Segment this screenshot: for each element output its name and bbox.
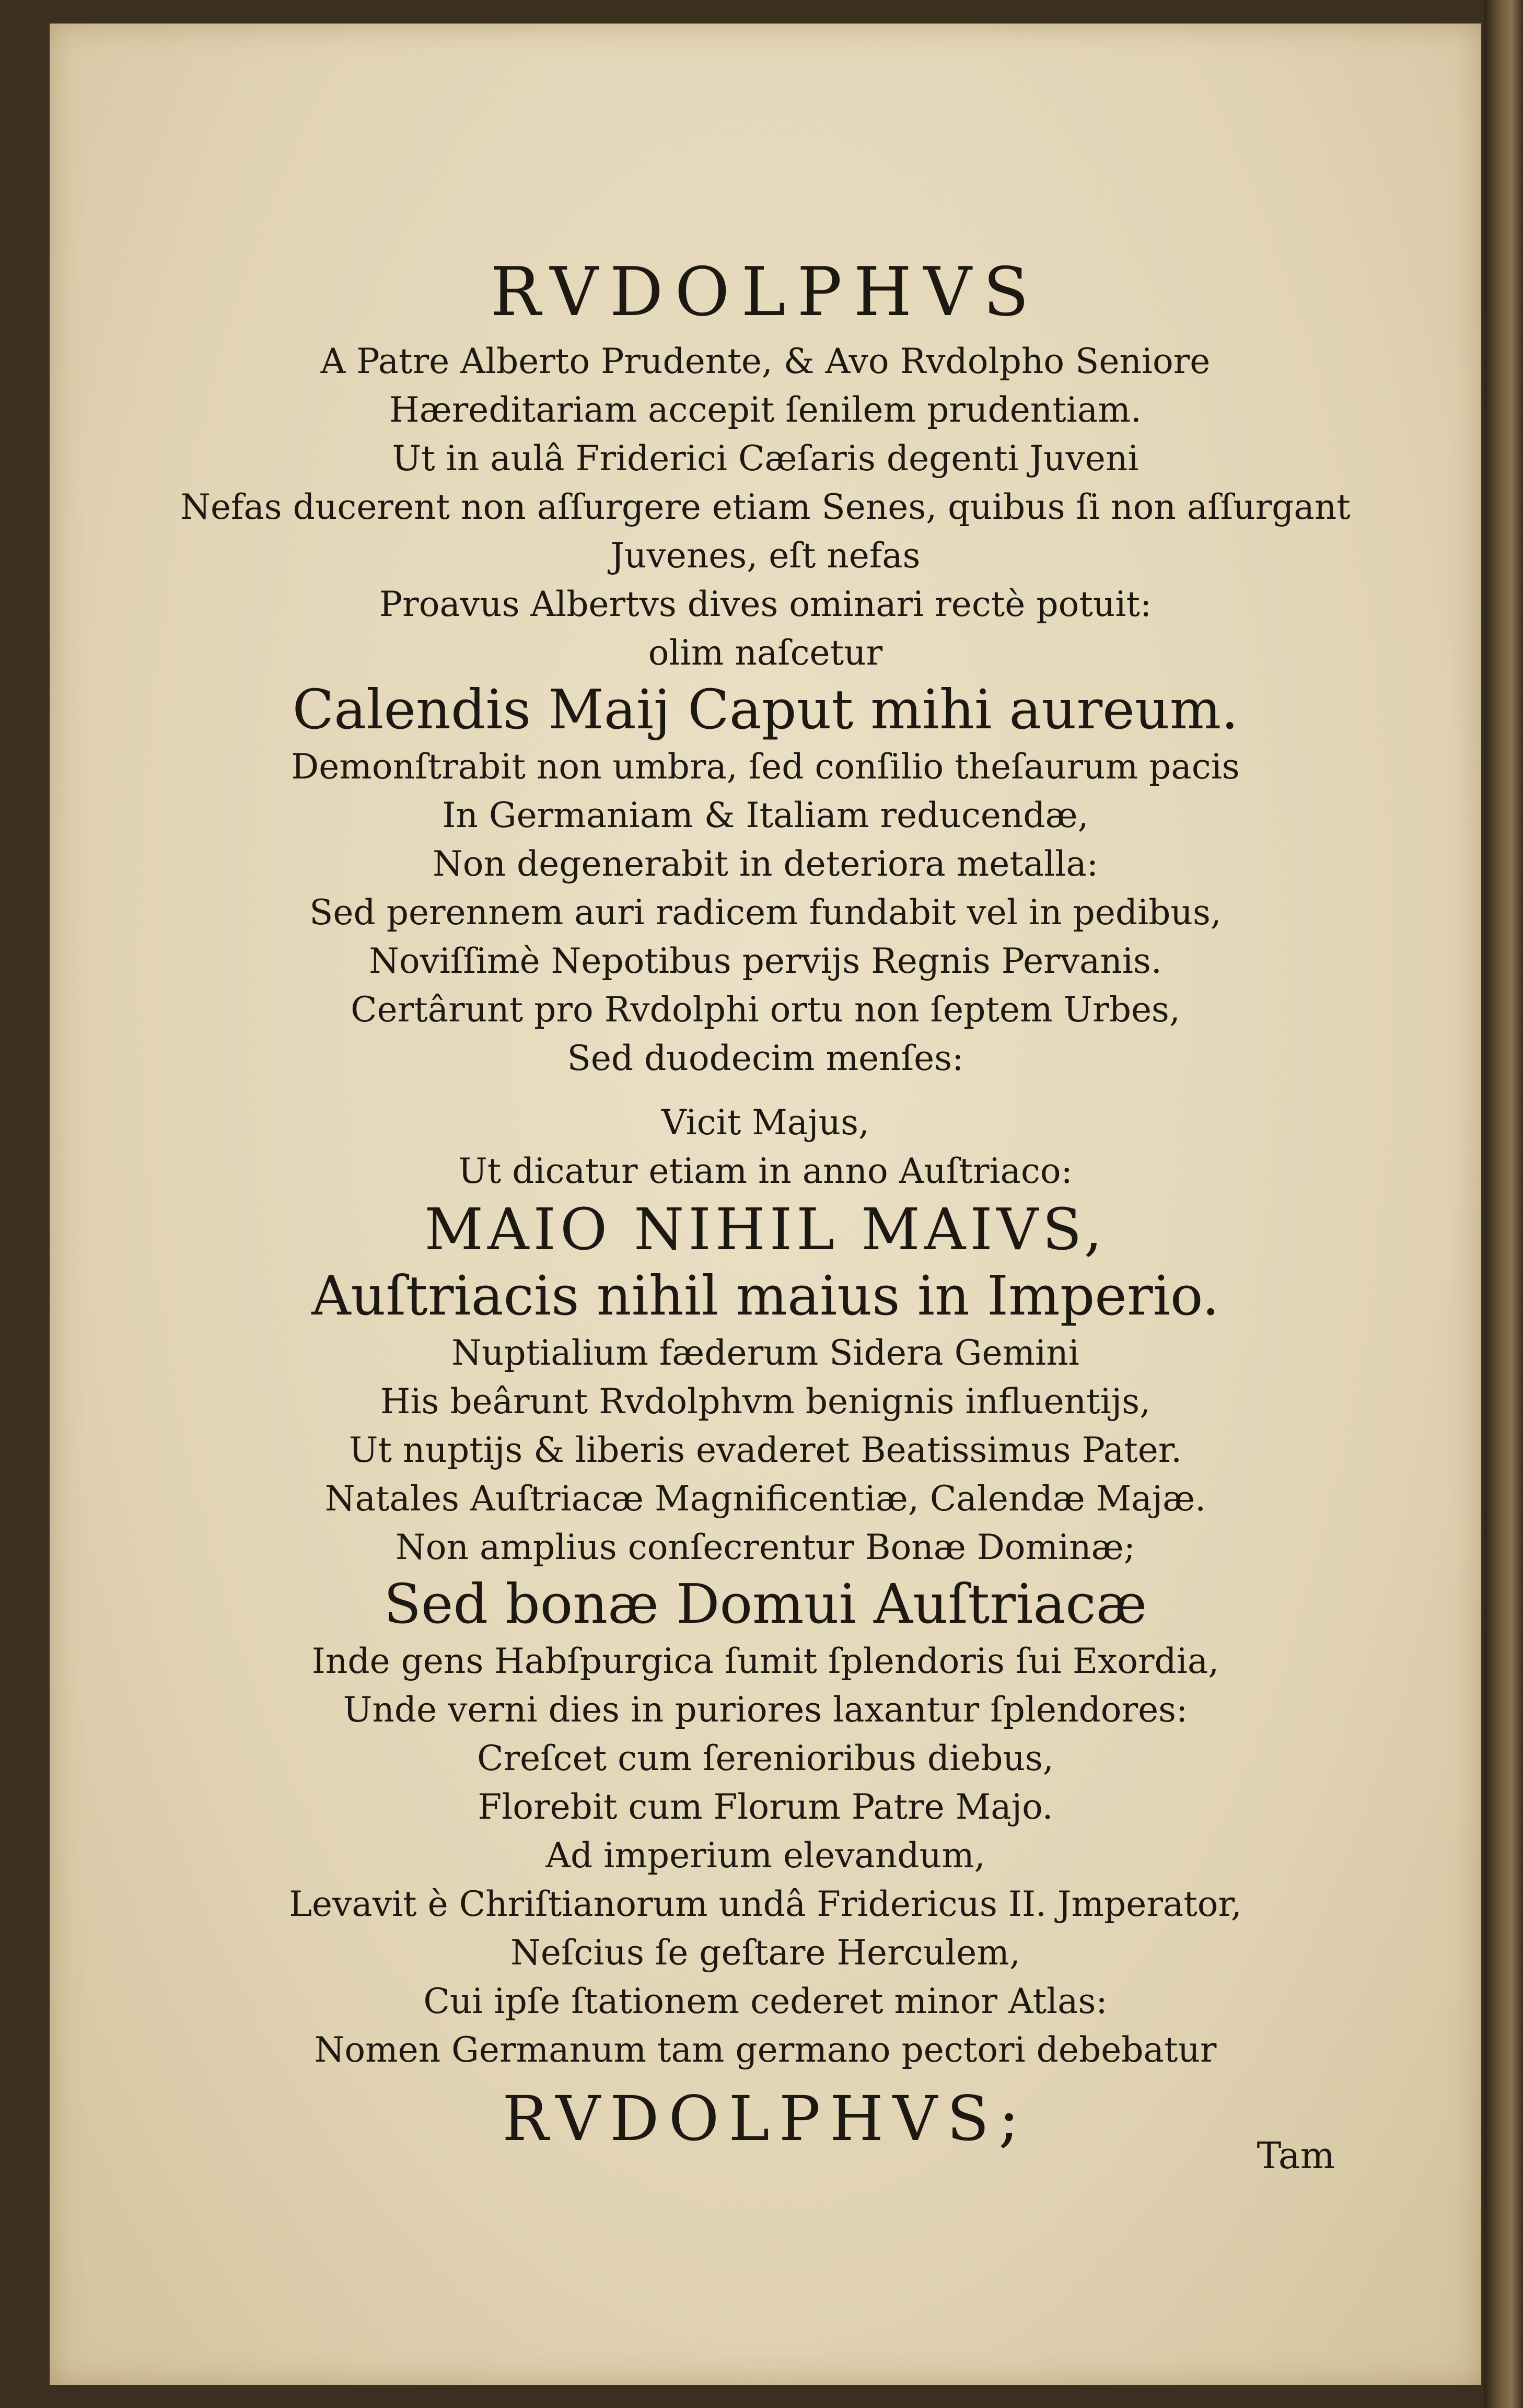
text-line: Proavus Albertvs dives ominari rectè potuit: (379, 584, 1152, 624)
emphasis-line: MAIO NIHIL MAIVS, (424, 1196, 1107, 1263)
emphasis-line: Sed bonæ Domui Auſtriacæ (383, 1572, 1147, 1636)
text-line: Non degenerabit in deteriora metalla: (433, 844, 1098, 884)
text-line: Natales Auſtriacæ Magnificentiæ, Calendæ Majæ. (324, 1479, 1206, 1519)
text-line: Nomen Germanum tam germano pectori debebatur (314, 2030, 1217, 2070)
text-line: Florebit cum Florum Patre Majo. (478, 1787, 1053, 1827)
text-line: Demonſtrabit non umbra, ſed conſilio theſaurum pacis (291, 747, 1240, 787)
text-line: Creſcet cum ſerenioribus diebus, (477, 1738, 1054, 1778)
page-text (50, 253, 1481, 2158)
text-line: His beârunt Rvdolphvm benignis influentijs, (380, 1381, 1151, 1422)
book-gutter (1484, 0, 1523, 2408)
text-line: Sed duodecim menſes: (567, 1038, 964, 1078)
text-line: Certârunt pro Rvdolphi ortu non ſeptem Urbes, (351, 990, 1180, 1030)
text-line: Sed perennem auri radicem fundabit vel in pedibus, (309, 892, 1222, 933)
text-line: Ut in aulâ Friderici Cæſaris degenti Juveni (392, 438, 1139, 479)
text-line: Non amplius conſecrentur Bonæ Dominæ; (396, 1527, 1135, 1567)
text-line: Neſcius ſe geſtare Herculem, (510, 1933, 1020, 1973)
text-line: Unde verni dies in puriores laxantur ſplendores: (343, 1690, 1188, 1730)
text-line: Ad imperium elevandum, (545, 1835, 985, 1876)
text-line: A Patre Alberto Prudente, & Avo Rvdolpho Seniore (320, 341, 1211, 381)
text-line: Cui ipſe ſtationem cederet minor Atlas: (423, 1981, 1108, 2021)
text-line: Ut nuptijs & liberis evaderet Beatissimus Pater. (348, 1430, 1182, 1470)
text-line: Juvenes, eſt nefas (610, 536, 921, 576)
text-line: Inde gens Habſpurgica ſumit ſplendoris ſui Exordia, (311, 1641, 1219, 1681)
catchword: Tam (1257, 2134, 1335, 2177)
text-line: In Germaniam & Italiam reducendæ, (442, 795, 1089, 835)
heading-rudolphus: RVDOLPHVS (490, 253, 1041, 331)
text-line: Nefas ducerent non aſſurgere etiam Senes, quibus ſi non aſſurgant (180, 487, 1351, 527)
text-line: olim naſcetur (648, 633, 883, 673)
text-line: Nuptialium fæderum Sidera Gemini (451, 1333, 1079, 1373)
text-line: Hæreditariam accepit ſenilem prudentiam. (389, 390, 1142, 430)
text-line: Ut dicatur etiam in anno Auſtriaco: (458, 1151, 1073, 1191)
text-line: Noviſſimè Nepotibus pervijs Regnis Pervanis. (369, 941, 1162, 981)
text-line: Levavit è Chriſtianorum undâ Fridericus II. Jmperator, (289, 1884, 1242, 1924)
closing-name: RVDOLPHVS; (502, 2083, 1029, 2155)
emphasis-line: Calendis Maij Caput mihi aureum. (292, 678, 1239, 741)
emphasis-line: Auſtriacis nihil maius in Imperio. (311, 1264, 1219, 1328)
text-line: Vicit Majus, (661, 1102, 869, 1143)
book-page (50, 24, 1481, 2385)
